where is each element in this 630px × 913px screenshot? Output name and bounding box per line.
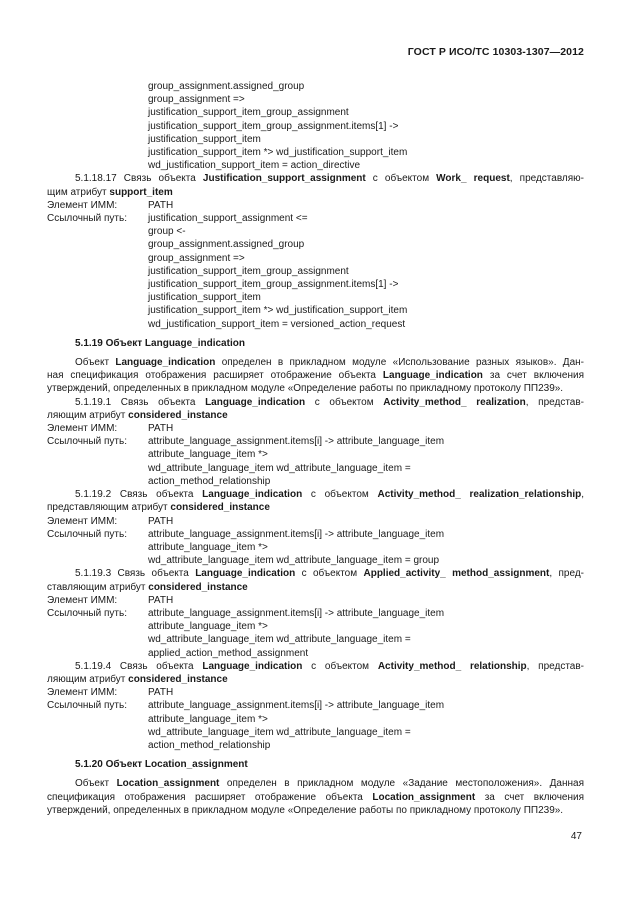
path-line: justification_support_item_group_assignment <box>148 265 349 277</box>
path-line: justification_support_item *> wd_justification_support_item <box>148 305 408 317</box>
path-line: attribute_language_assignment.items[i] -> attribute_language_item <box>148 528 445 540</box>
clause-text: 5.1.19.3 Связь объекта Language_indication с объектом Applied_activity_ method_assignment, пред- <box>75 568 584 580</box>
clause-text: 5.1.19.4 Связь объекта Language_indication с объектом Activity_method_ relationship, представ- <box>75 660 584 672</box>
imm-value: PATH <box>148 594 174 606</box>
imm-label: Элемент ИММ: <box>47 423 118 435</box>
clause-text: 5.1.19.2 Связь объекта Language_indication с объектом Activity_method_ realization_relationship, <box>75 489 585 501</box>
document-header: ГОСТ Р ИСО/ТС 10303-1307—2012 <box>407 46 584 58</box>
path-line: justification_support_item <box>148 292 261 304</box>
path-line: justification_support_item *> wd_justification_support_item <box>148 147 408 159</box>
path-line: wd_justification_support_item = action_directive <box>148 160 361 172</box>
clause-text: ставляющим атрибут considered_instance <box>47 581 248 593</box>
imm-row <box>47 594 584 607</box>
path-label: Ссылочный путь: <box>47 213 127 225</box>
clause-text: представляющим атрибут considered_instance <box>47 502 270 514</box>
clause-5-1-19-4 <box>47 660 584 752</box>
path-line: wd_attribute_language_item wd_attribute_language_item = <box>148 726 411 738</box>
path-line: wd_attribute_language_item wd_attribute_language_item = <box>148 462 411 474</box>
imm-label: Элемент ИММ: <box>47 199 118 211</box>
page-number: 47 <box>570 831 582 842</box>
imm-row <box>47 422 584 435</box>
imm-row <box>47 686 584 699</box>
path-line: justification_support_assignment <= <box>148 213 308 225</box>
clause-5-1-19-3 <box>47 567 584 659</box>
path-label: Ссылочный путь: <box>47 700 127 712</box>
section-heading-5-1-20: 5.1.20 Объект Location_assignment <box>75 759 248 771</box>
paragraph-5-1-19: Объект Language_indication определен в прикладном модуле «Использование разных языков». Дан- ная спецификация отображения расширяет отображение объекта Language_indication за счет включения утверждений, определенных в прикладном модуле «Определение работы по прикладному протоколу ПП239». <box>47 357 584 395</box>
path-label: Ссылочный путь: <box>47 607 127 619</box>
path-line: applied_action_method_assignment <box>148 647 309 659</box>
imm-value: PATH <box>148 423 174 435</box>
clause-5-1-19-1 <box>47 396 584 488</box>
path-row <box>47 435 584 448</box>
clause-text: 5.1.19.1 Связь объекта Language_indication с объектом Activity_method_ realization, представ- <box>75 396 584 408</box>
path-line: attribute_language_item *> <box>148 449 268 461</box>
path-label: Ссылочный путь: <box>47 436 127 448</box>
path-line: group_assignment.assigned_group <box>148 239 305 251</box>
path-line: attribute_language_item *> <box>148 541 268 553</box>
path-line: wd_attribute_language_item wd_attribute_language_item = group <box>148 555 440 567</box>
path-line: justification_support_item_group_assignment.items[1] -> <box>148 120 399 132</box>
clause-text: щим атрибут support_item <box>47 186 173 198</box>
imm-value: PATH <box>148 515 174 527</box>
path-line: group <- <box>148 226 186 238</box>
path-line: attribute_language_assignment.items[i] -> attribute_language_item <box>148 700 445 712</box>
path-line: attribute_language_item *> <box>148 621 268 633</box>
imm-row <box>47 199 584 212</box>
path-line: group_assignment.assigned_group <box>148 81 305 92</box>
path-row <box>47 212 584 225</box>
imm-row <box>47 515 584 528</box>
path-block-continued <box>47 80 584 172</box>
path-line: justification_support_item_group_assignment <box>148 107 349 119</box>
clause-text: 5.1.18.17 Связь объекта Justification_support_assignment с объектом Work_ request, представляю- <box>75 173 584 185</box>
path-line: wd_justification_support_item = versioned_action_request <box>148 318 406 330</box>
clause-text: ляющим атрибут considered_instance <box>47 409 228 421</box>
path-line: attribute_language_assignment.items[i] -> attribute_language_item <box>148 436 445 448</box>
imm-label: Элемент ИММ: <box>47 515 118 527</box>
imm-label: Элемент ИММ: <box>47 594 118 606</box>
path-line: justification_support_item_group_assignment.items[1] -> <box>148 279 399 291</box>
path-label: Ссылочный путь: <box>47 528 127 540</box>
path-line: attribute_language_assignment.items[i] -> attribute_language_item <box>148 607 445 619</box>
path-line: action_method_relationship <box>148 739 271 751</box>
clause-5-1-18-17 <box>47 172 584 330</box>
path-row <box>47 699 584 712</box>
imm-value: PATH <box>148 687 174 699</box>
path-row <box>47 528 584 541</box>
clause-5-1-19-2 <box>47 488 584 567</box>
section-heading-5-1-19: 5.1.19 Объект Language_indication <box>75 337 245 349</box>
path-line: attribute_language_item *> <box>148 713 268 725</box>
path-line: group_assignment => <box>148 94 245 106</box>
path-line: justification_support_item <box>148 133 261 145</box>
paragraph-5-1-20: Объект Location_assignment определен в прикладном модуле «Задание местоположения». Данная спецификация отображения расширяет отображение объекта Location_assignment за счет включения утверждений, определенных в прикладном модуле «Определение работы по прикладному протоколу ПП239». <box>47 778 584 816</box>
imm-label: Элемент ИММ: <box>47 687 118 699</box>
path-line: wd_attribute_language_item wd_attribute_language_item = <box>148 634 411 646</box>
path-line: group_assignment => <box>148 252 245 264</box>
imm-value: PATH <box>148 199 174 211</box>
clause-text: ляющим атрибут considered_instance <box>47 673 228 685</box>
path-row <box>47 607 584 620</box>
page-content <box>47 80 584 817</box>
path-line: action_method_relationship <box>148 475 271 487</box>
